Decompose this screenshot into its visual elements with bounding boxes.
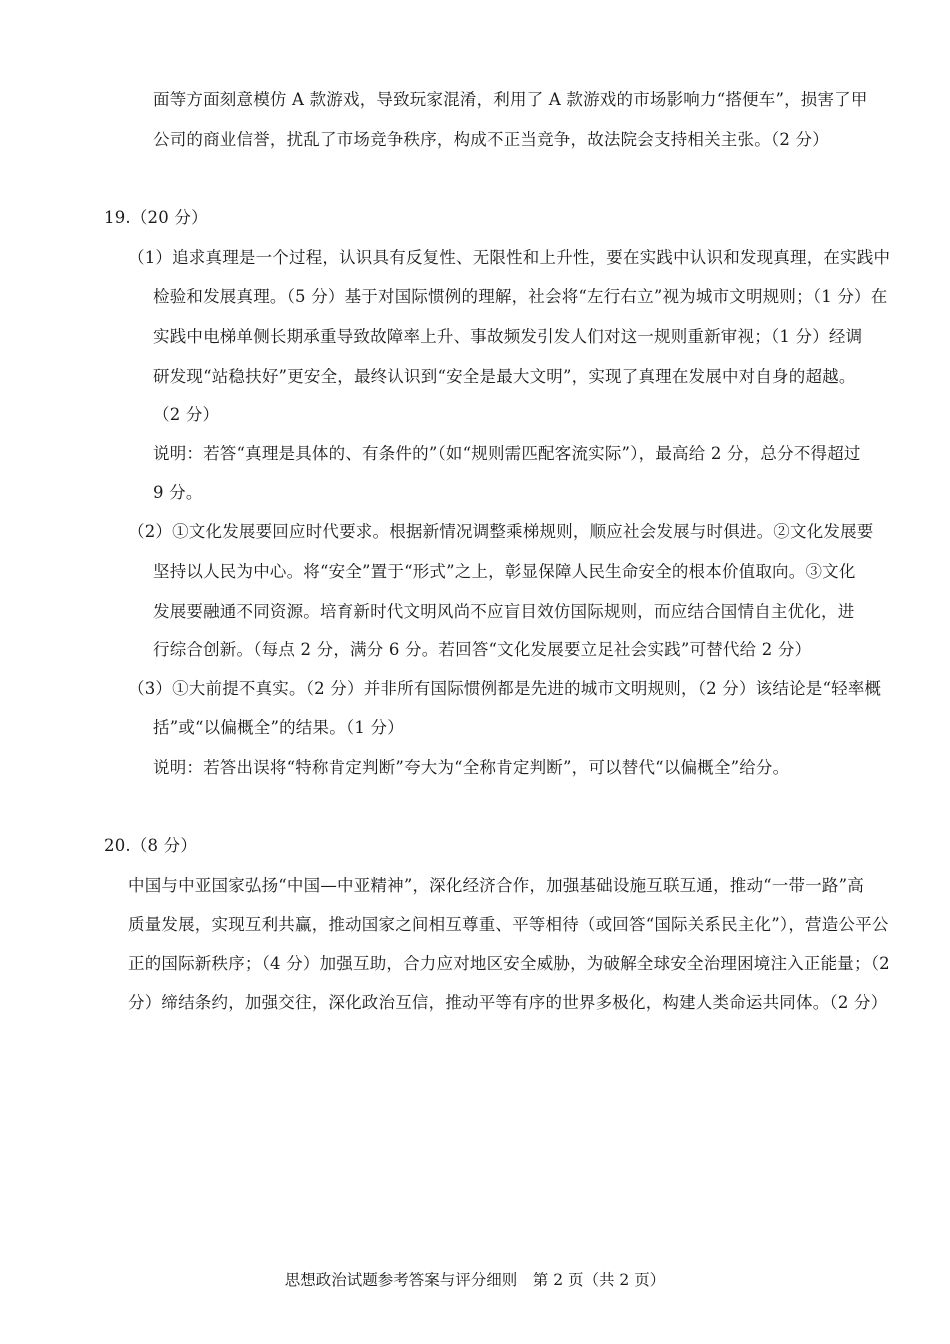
- q19-part1-line-5: （2 分）: [153, 405, 220, 424]
- q18-answer-line-1: 面等方面刻意模仿 A 款游戏，导致玩家混淆，利用了 A 款游戏的市场影响力“搭便车”，损害了甲: [153, 90, 868, 109]
- q19-part2-line-1: （2）①文化发展要回应时代要求。根据新情况调整乘梯规则，顺应社会发展与时俱进。②文化发展要: [128, 522, 874, 541]
- q20-answer-line-2: 质量发展，实现互利共赢，推动国家之间相互尊重、平等相待（或回答“国际关系民主化”），营造公平公: [128, 915, 889, 934]
- q19-part3-line-1: （3）①大前提不真实。（2 分）并非所有国际惯例都是先进的城市文明规则，（2 分）该结论是“轻率概: [128, 679, 882, 698]
- q19-part1-line-2: 检验和发展真理。（5 分）基于对国际惯例的理解，社会将“左行右立”视为城市文明规则；（1 分）在: [153, 287, 888, 306]
- q19-part1-line-4: 研发现“站稳扶好”更安全，最终认识到“安全是最大文明”，实现了真理在发展中对自身的超越。: [153, 367, 856, 386]
- q19-part2-line-4: 行综合创新。（每点 2 分，满分 6 分。若回答“文化发展要立足社会实践”可替代给 2 分）: [153, 640, 812, 659]
- q19-part3-note: 说明：若答出误将“特称肯定判断”夸大为“全称肯定判断”，可以替代“以偏概全”给分。: [153, 758, 790, 777]
- q19-part3-line-2: 括”或“以偏概全”的结果。（1 分）: [153, 718, 404, 737]
- q20-answer-line-3: 正的国际新秩序；（4 分）加强互助，合力应对地区安全威胁，为破解全球安全治理困境注入正能量；（2: [128, 954, 890, 973]
- q18-answer-line-2: 公司的商业信誉，扰乱了市场竞争秩序，构成不正当竞争，故法院会支持相关主张。（2 分）: [153, 130, 829, 149]
- page-footer: 思想政治试题参考答案与评分细则 第 2 页（共 2 页）: [284, 1271, 666, 1289]
- q19-part1-note-line-1: 说明：若答“真理是具体的、有条件的”（如“规则需匹配客流实际”），最高给 2 分，总分不得超过: [153, 444, 861, 463]
- q20-header: 20.（8 分）: [104, 836, 198, 855]
- q20-answer-line-1: 中国与中亚国家弘扬“中国—中亚精神”，深化经济合作，加强基础设施互联互通，推动“一带一路”高: [128, 876, 864, 895]
- q19-header: 19.（20 分）: [104, 208, 208, 227]
- q20-answer-line-4: 分）缔结条约，加强交往，深化政治互信，推动平等有序的世界多极化，构建人类命运共同体。（2 分）: [128, 993, 888, 1012]
- q19-part2-line-2: 坚持以人民为中心。将“安全”置于“形式”之上，彰显保障人民生命安全的根本价值取向。③文化: [153, 562, 856, 581]
- q19-part1-note-line-2: 9 分。: [153, 483, 203, 502]
- q19-part1-line-3: 实践中电梯单侧长期承重导致故障率上升、事故频发引发人们对这一规则重新审视；（1 分）经调: [153, 327, 863, 346]
- q19-part1-line-1: （1）追求真理是一个过程，认识具有反复性、无限性和上升性，要在实践中认识和发现真理，在实践中: [128, 248, 891, 267]
- q19-part2-line-3: 发展要融通不同资源。培育新时代文明风尚不应盲目效仿国际规则，而应结合国情自主优化，进: [153, 602, 855, 621]
